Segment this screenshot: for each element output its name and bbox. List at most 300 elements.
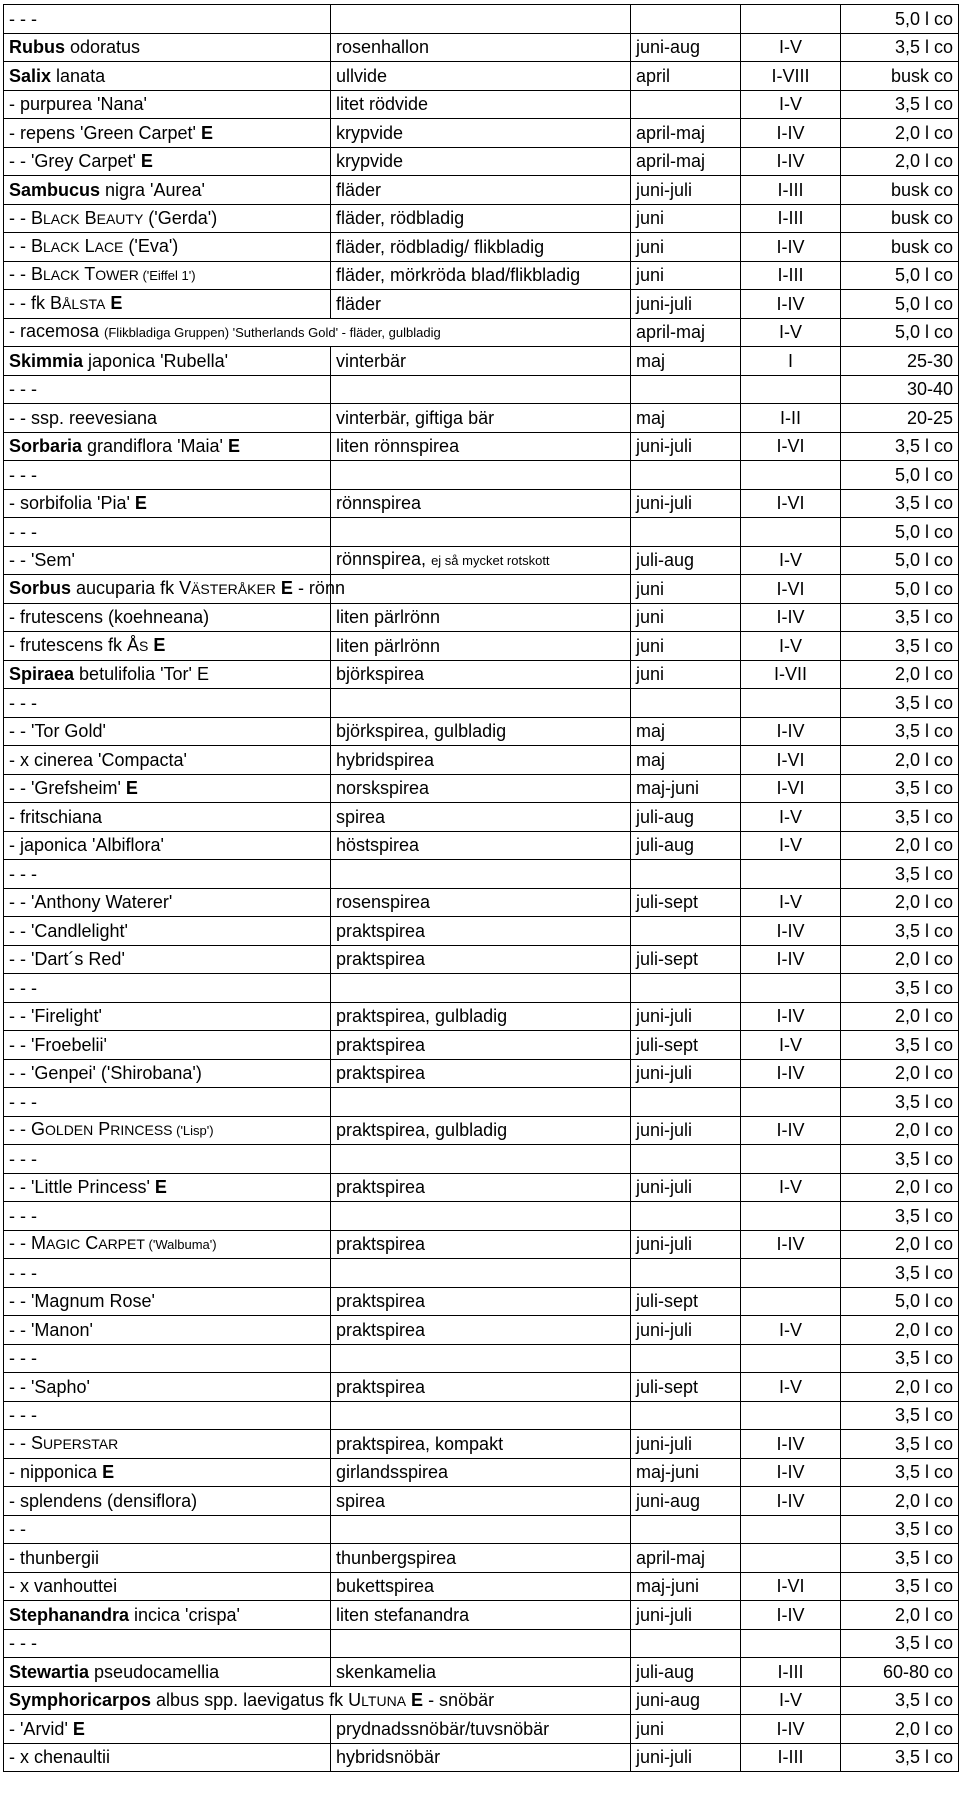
table-row — [4, 290, 959, 319]
species-name: - - — [9, 1119, 31, 1140]
cell-pot-size: 3,5 l co — [841, 1344, 959, 1373]
table-row — [4, 375, 959, 404]
cell-common-name — [331, 290, 631, 319]
cell-bloom-period: juli-sept — [631, 1373, 741, 1402]
genus-name: Stephanandra — [9, 1604, 130, 1625]
cell-bloom-period: juni — [631, 632, 741, 661]
cultivar-smallcaps: EAUTY — [96, 210, 144, 227]
cell-pot-size: 2,0 l co — [841, 1316, 959, 1345]
cell-pot-size: 2,0 l co — [841, 1373, 959, 1402]
cell-bloom-period: juni — [631, 660, 741, 689]
cell-bloom-period: maj — [631, 347, 741, 376]
cell-plant-name — [4, 1202, 331, 1231]
table-row — [4, 347, 959, 376]
cell-common-name — [331, 831, 631, 860]
common-name: praktspirea — [336, 920, 426, 941]
cell-plant-name — [4, 347, 331, 376]
cell-common-name — [331, 1515, 631, 1544]
cell-bloom-period: april-maj — [631, 318, 741, 347]
cell-pot-size: 5,0 l co — [841, 575, 959, 604]
species-name: - - - — [9, 1091, 37, 1112]
cell-common-name — [331, 1401, 631, 1430]
cell-hardiness-zone: I-IV — [741, 1230, 841, 1259]
species-name: - - — [9, 1233, 31, 1254]
species-name: - 'Arvid' — [9, 1718, 73, 1739]
cell-pot-size: 2,0 l co — [841, 1173, 959, 1202]
cell-pot-size: 2,0 l co — [841, 1601, 959, 1630]
table-row — [4, 1715, 959, 1744]
common-name: praktspirea — [336, 1319, 426, 1340]
cultivar-initial: P — [93, 1119, 111, 1140]
common-name: spirea — [336, 1490, 386, 1511]
cultivar-initial: L — [79, 236, 95, 257]
cell-hardiness-zone — [741, 860, 841, 889]
cell-pot-size: 3,5 l co — [841, 1544, 959, 1573]
cell-hardiness-zone: I-VI — [741, 489, 841, 518]
species-name: - thunbergii — [9, 1547, 100, 1568]
species-name: - - - — [9, 977, 37, 998]
cell-pot-size: 2,0 l co — [841, 147, 959, 176]
cell-common-name — [331, 1002, 631, 1031]
name-suffix: - snöbär — [423, 1689, 495, 1710]
cell-common-name — [331, 1259, 631, 1288]
table-row — [4, 1287, 959, 1316]
species-name: - - - — [9, 1148, 37, 1169]
cell-plant-name — [4, 62, 331, 91]
cell-hardiness-zone: I-IV — [741, 119, 841, 148]
cell-hardiness-zone — [741, 689, 841, 718]
cell-bloom-period: juni-juli — [631, 176, 741, 205]
cell-bloom-period — [631, 689, 741, 718]
species-name: - - 'Grefsheim' — [9, 778, 126, 799]
cell-common-name — [331, 1743, 631, 1772]
species-name: - - — [9, 264, 31, 285]
cell-hardiness-zone: I-IV — [741, 1116, 841, 1145]
cell-hardiness-zone: I-VIII — [741, 62, 841, 91]
cell-common-name — [331, 546, 631, 575]
cell-bloom-period — [631, 1515, 741, 1544]
common-name: praktspirea, gulbladig — [336, 1006, 508, 1027]
cultivar-smallcaps: ÅLSTA — [62, 296, 106, 313]
common-name: liten pärlrönn — [336, 607, 441, 628]
cell-pot-size: 20-25 — [841, 404, 959, 433]
common-name: bukettspirea — [336, 1576, 435, 1597]
species-name: - - - — [9, 464, 37, 485]
cell-common-name — [331, 1088, 631, 1117]
species-name: - - 'Grey Carpet' — [9, 151, 141, 172]
common-name: vinterbär, giftiga bär — [336, 407, 495, 428]
cell-common-name — [331, 261, 631, 290]
cell-hardiness-zone: I-IV — [741, 233, 841, 262]
common-name: vinterbär — [336, 350, 407, 371]
cell-hardiness-zone — [741, 1287, 841, 1316]
cell-plant-name — [4, 489, 331, 518]
table-row — [4, 917, 959, 946]
cell-plant-name — [4, 1572, 331, 1601]
genus-name: Symphoricarpos — [9, 1689, 152, 1710]
cell-plant-name — [4, 1173, 331, 1202]
common-name: praktspirea — [336, 1034, 426, 1055]
cell-plant-name — [4, 689, 331, 718]
cell-pot-size: busk co — [841, 204, 959, 233]
species-name: - - 'Froebelii' — [9, 1034, 107, 1055]
table-row — [4, 746, 959, 775]
cultivar-smallcaps: LACK — [43, 239, 80, 256]
table-row — [4, 1629, 959, 1658]
cell-pot-size: 3,5 l co — [841, 33, 959, 62]
cell-pot-size: 3,5 l co — [841, 1401, 959, 1430]
cultivar-smallcaps: ARPET — [98, 1236, 145, 1253]
species-name: - - 'Anthony Waterer' — [9, 892, 173, 913]
cultivar-smallcaps: AGIC — [46, 1236, 81, 1253]
cell-pot-size: 5,0 l co — [841, 318, 959, 347]
cell-common-name — [331, 1572, 631, 1601]
table-row — [4, 1430, 959, 1459]
cell-pot-size: 5,0 l co — [841, 1287, 959, 1316]
species-name: - frutescens (koehneana) — [9, 607, 210, 628]
species-name: - repens 'Green Carpet' — [9, 122, 201, 143]
species-name: - - 'Little Princess' — [9, 1177, 155, 1198]
common-name: fläder — [336, 179, 382, 200]
species-name: - - 'Dart´s Red' — [9, 949, 125, 970]
common-name: fläder, rödbladig — [336, 208, 465, 229]
cell-hardiness-zone: I-VI — [741, 575, 841, 604]
cell-pot-size: 3,5 l co — [841, 1259, 959, 1288]
table-row — [4, 147, 959, 176]
table-row — [4, 62, 959, 91]
cell-plant-name — [4, 5, 331, 34]
cell-pot-size: 3,5 l co — [841, 974, 959, 1003]
cell-common-name — [331, 1031, 631, 1060]
table-row — [4, 1116, 959, 1145]
e-plant-mark: E — [280, 578, 293, 599]
cell-common-name — [331, 1116, 631, 1145]
table-row — [4, 1202, 959, 1231]
species-name: - - - — [9, 1348, 37, 1369]
cell-plant-name — [4, 603, 331, 632]
cell-hardiness-zone: I-V — [741, 318, 841, 347]
cell-bloom-period: juni — [631, 204, 741, 233]
cell-plant-name — [4, 860, 331, 889]
cell-bloom-period: maj-juni — [631, 774, 741, 803]
cell-bloom-period: juli-sept — [631, 1287, 741, 1316]
cultivar-initial: B — [50, 293, 63, 314]
common-name: fläder — [336, 293, 382, 314]
cell-bloom-period: maj — [631, 404, 741, 433]
cultivar-initial: G — [31, 1119, 46, 1140]
cell-plant-name — [4, 432, 331, 461]
common-name: fläder, rödbladig/ flikbladig — [336, 236, 545, 257]
cell-plant-name — [4, 33, 331, 62]
cell-bloom-period — [631, 860, 741, 889]
cell-plant-name — [4, 1458, 331, 1487]
cell-common-name — [331, 575, 631, 604]
cell-pot-size: 5,0 l co — [841, 5, 959, 34]
cell-plant-name — [4, 261, 331, 290]
name-suffix: ('Gerda') — [143, 207, 218, 228]
species-name: - - - — [9, 863, 37, 884]
table-row — [4, 888, 959, 917]
cell-bloom-period — [631, 1202, 741, 1231]
species-name: - - — [9, 1519, 26, 1540]
cultivar-smallcaps: OWER — [95, 267, 139, 284]
cell-common-name — [331, 62, 631, 91]
cell-plant-name — [4, 461, 331, 490]
cell-bloom-period — [631, 518, 741, 547]
table-row — [4, 831, 959, 860]
species-name: - - - — [9, 8, 37, 29]
cell-plant-name — [4, 1544, 331, 1573]
cell-plant-name — [4, 90, 331, 119]
cell-hardiness-zone — [741, 5, 841, 34]
cell-pot-size: 3,5 l co — [841, 432, 959, 461]
cell-pot-size: 60-80 co — [841, 1658, 959, 1687]
common-name: ullvide — [336, 65, 388, 86]
common-name: krypvide — [336, 151, 404, 172]
species-name: - - 'Tor Gold' — [9, 721, 106, 742]
species-name: nigra 'Aurea' — [100, 179, 205, 200]
table-row — [4, 1572, 959, 1601]
common-name: höstspirea — [336, 835, 420, 856]
cell-bloom-period: juni-juli — [631, 1173, 741, 1202]
cultivar-initial: M — [31, 1233, 46, 1254]
table-row — [4, 546, 959, 575]
cell-common-name — [331, 518, 631, 547]
cell-pot-size: 2,0 l co — [841, 831, 959, 860]
table-row — [4, 1658, 959, 1687]
cell-hardiness-zone: I — [741, 347, 841, 376]
cell-pot-size: 2,0 l co — [841, 1116, 959, 1145]
cell-pot-size: 3,5 l co — [841, 1515, 959, 1544]
cell-plant-name — [4, 831, 331, 860]
table-row — [4, 603, 959, 632]
cell-bloom-period: juni-juli — [631, 1601, 741, 1630]
cell-bloom-period: juni — [631, 603, 741, 632]
common-name: praktspirea — [336, 1063, 426, 1084]
species-name: - splendens (densiflora) — [9, 1490, 198, 1511]
e-plant-mark: E — [134, 493, 147, 514]
table-row — [4, 1743, 959, 1772]
genus-name: Skimmia — [9, 350, 84, 371]
species-name: japonica 'Rubella' — [83, 350, 229, 371]
common-name: norskspirea — [336, 778, 430, 799]
cell-bloom-period: maj — [631, 746, 741, 775]
species-name: - - ssp. reevesiana — [9, 407, 158, 428]
common-name: hybridspirea — [336, 749, 435, 770]
cell-plant-name — [4, 1629, 331, 1658]
cell-hardiness-zone: I-V — [741, 803, 841, 832]
table-row — [4, 1316, 959, 1345]
cell-plant-name — [4, 660, 331, 689]
cell-bloom-period: juni-aug — [631, 33, 741, 62]
cell-hardiness-zone: I-IV — [741, 945, 841, 974]
cell-bloom-period: juli-sept — [631, 945, 741, 974]
cell-plant-name — [4, 290, 331, 319]
cell-common-name — [331, 1202, 631, 1231]
cell-hardiness-zone: I-VI — [741, 432, 841, 461]
species-name: - - 'Magnum Rose' — [9, 1291, 155, 1312]
table-row — [4, 1145, 959, 1174]
table-row — [4, 176, 959, 205]
cell-hardiness-zone: I-VI — [741, 774, 841, 803]
genus-name: Rubus — [9, 37, 65, 58]
cell-pot-size: 5,0 l co — [841, 461, 959, 490]
cell-pot-size: busk co — [841, 62, 959, 91]
cell-pot-size: 2,0 l co — [841, 746, 959, 775]
species-name: - - — [9, 207, 31, 228]
cell-common-name — [331, 1430, 631, 1459]
cell-common-name — [331, 689, 631, 718]
cell-common-name — [331, 1287, 631, 1316]
cultivar-smallcaps: ACE — [94, 239, 124, 256]
genus-name: Sorbaria — [9, 436, 83, 457]
cell-hardiness-zone: I-V — [741, 888, 841, 917]
cell-pot-size: 2,0 l co — [841, 119, 959, 148]
cultivar-initial: B — [31, 236, 44, 257]
cell-common-name — [331, 432, 631, 461]
cell-pot-size: 5,0 l co — [841, 290, 959, 319]
cultivar-smallcaps: LACK — [43, 267, 80, 284]
cell-bloom-period — [631, 5, 741, 34]
cell-pot-size: 3,5 l co — [841, 1088, 959, 1117]
cell-plant-name — [4, 1715, 331, 1744]
table-row — [4, 90, 959, 119]
cell-pot-size: 25-30 — [841, 347, 959, 376]
table-row — [4, 974, 959, 1003]
table-row — [4, 860, 959, 889]
cell-bloom-period — [631, 974, 741, 1003]
cell-bloom-period — [631, 461, 741, 490]
common-name: rosenspirea — [336, 892, 431, 913]
cell-common-name — [331, 147, 631, 176]
species-name: - - 'Candlelight' — [9, 920, 128, 941]
cell-hardiness-zone — [741, 1145, 841, 1174]
cell-pot-size: 3,5 l co — [841, 632, 959, 661]
cell-common-name — [331, 461, 631, 490]
species-name: - - - — [9, 692, 37, 713]
plant-table — [3, 4, 959, 1772]
cell-pot-size: 3,5 l co — [841, 603, 959, 632]
cell-plant-name — [4, 404, 331, 433]
species-name: - x chenaultii — [9, 1747, 111, 1768]
cell-common-name — [331, 1344, 631, 1373]
cell-bloom-period: juni-juli — [631, 489, 741, 518]
cell-bloom-period — [631, 1344, 741, 1373]
species-name: - - — [9, 1433, 31, 1454]
name-suffix-small: ('Walbuma') — [144, 1237, 217, 1253]
cell-hardiness-zone: I-IV — [741, 1059, 841, 1088]
common-name: thunbergspirea — [336, 1547, 457, 1568]
species-name: - - 'Genpei' ('Shirobana') — [9, 1063, 202, 1084]
cell-plant-name — [4, 1259, 331, 1288]
genus-name: Salix — [9, 65, 52, 86]
cell-bloom-period: maj-juni — [631, 1458, 741, 1487]
cell-plant-name — [4, 945, 331, 974]
cell-bloom-period — [631, 1145, 741, 1174]
species-name: lanata — [51, 65, 106, 86]
species-name: - japonica 'Albiflora' — [9, 835, 164, 856]
cell-hardiness-zone: I-IV — [741, 1002, 841, 1031]
cell-bloom-period: juli-aug — [631, 546, 741, 575]
cell-common-name — [331, 347, 631, 376]
cell-common-name — [331, 1487, 631, 1516]
genus-name: Spiraea — [9, 664, 75, 685]
cell-plant-name — [4, 1373, 331, 1402]
cell-hardiness-zone: I-V — [741, 90, 841, 119]
cell-pot-size: 3,5 l co — [841, 1430, 959, 1459]
species-name: - racemosa — [9, 321, 105, 342]
cell-pot-size: 2,0 l co — [841, 1059, 959, 1088]
cell-bloom-period — [631, 1629, 741, 1658]
cell-pot-size: 3,5 l co — [841, 717, 959, 746]
cell-pot-size: 2,0 l co — [841, 1002, 959, 1031]
e-plant-mark: E — [153, 635, 166, 656]
table-row — [4, 233, 959, 262]
e-plant-mark: E — [125, 778, 138, 799]
species-name: incica 'crispa' — [129, 1604, 240, 1625]
name-suffix-small: ('Lisp') — [172, 1123, 214, 1139]
cell-common-name — [331, 1544, 631, 1573]
cell-plant-name — [4, 546, 331, 575]
species-name: pseudocamellia — [89, 1661, 220, 1682]
cell-common-name — [331, 660, 631, 689]
cell-hardiness-zone — [741, 518, 841, 547]
cell-hardiness-zone: I-IV — [741, 147, 841, 176]
table-row — [4, 518, 959, 547]
common-name: björkspirea, gulbladig — [336, 721, 507, 742]
table-row — [4, 1259, 959, 1288]
cell-plant-name — [4, 1116, 331, 1145]
common-name: spirea — [336, 806, 386, 827]
species-name: - - 'Manon' — [9, 1319, 93, 1340]
cell-bloom-period: juni-juli — [631, 1059, 741, 1088]
common-name: krypvide — [336, 122, 404, 143]
cell-plant-name — [4, 1344, 331, 1373]
cell-pot-size: 3,5 l co — [841, 1629, 959, 1658]
cell-hardiness-zone: I-V — [741, 33, 841, 62]
cultivar-smallcaps: ÄSTERÅKER — [191, 581, 276, 598]
cell-pot-size: 3,5 l co — [841, 90, 959, 119]
cell-hardiness-zone: I-IV — [741, 1430, 841, 1459]
species-name: - - fk — [9, 293, 50, 314]
cell-pot-size: 3,5 l co — [841, 1572, 959, 1601]
cell-hardiness-zone: I-IV — [741, 1458, 841, 1487]
common-name-note: ej så mycket rotskott — [431, 553, 550, 569]
cell-pot-size: 3,5 l co — [841, 1202, 959, 1231]
cell-bloom-period: maj — [631, 717, 741, 746]
e-plant-mark: E — [140, 151, 153, 172]
cultivar-initial: S — [31, 1433, 44, 1454]
cell-plant-name — [4, 632, 331, 661]
species-name: grandiflora 'Maia' — [82, 436, 228, 457]
common-name: skenkamelia — [336, 1661, 437, 1682]
cell-pot-size: busk co — [841, 233, 959, 262]
cell-bloom-period: april-maj — [631, 1544, 741, 1573]
table-row — [4, 1373, 959, 1402]
cell-pot-size: 5,0 l co — [841, 261, 959, 290]
cell-common-name — [331, 1173, 631, 1202]
cell-plant-name — [4, 1658, 331, 1687]
table-row — [4, 660, 959, 689]
cell-plant-name — [4, 575, 345, 604]
cell-plant-name — [4, 746, 331, 775]
cell-common-name — [331, 1715, 631, 1744]
cell-pot-size: 2,0 l co — [841, 660, 959, 689]
species-name: - - - — [9, 1405, 37, 1426]
cultivar-smallcaps: RINCESS — [110, 1122, 173, 1139]
cell-hardiness-zone: I-IV — [741, 917, 841, 946]
cell-common-name — [331, 176, 631, 205]
